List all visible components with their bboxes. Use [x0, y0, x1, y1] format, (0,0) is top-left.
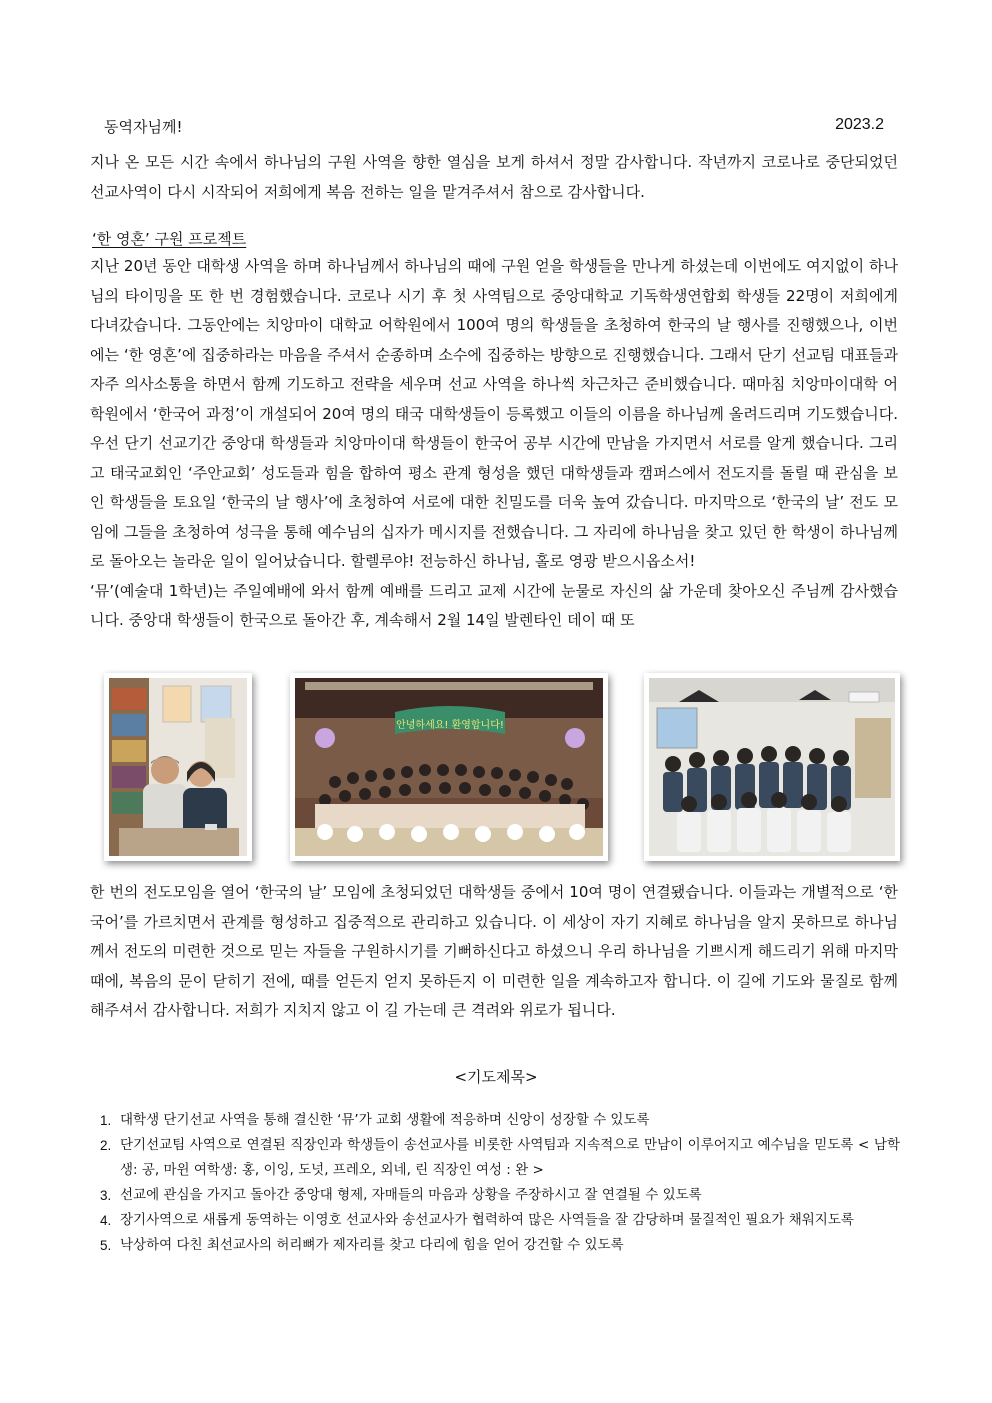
prayer-item — [100, 1233, 900, 1258]
intro-paragraph: 지나 온 모든 시간 속에서 하나님의 구원 사역을 향한 열심을 보게 하셔서 정말 감사합니다. 작년까지 코로나로 중단되었던 선교사역이 다시 시작되어 저희에게 복음 전하는 일을 맡겨주셔서 참으로 감사합니다. — [90, 153, 898, 201]
prayer-item-number: 4. — [100, 1213, 112, 1228]
story-paragraph: 지난 20년 동안 대학생 사역을 하며 하나님께서 하나님의 때에 구원 얻을 학생들을 만나게 하셨는데 이번에도 여지없이 하나님의 타이밍을 또 한 번 경험했습니다. 코로나 시기 후 첫 사역팀으로 중앙대학교 기독학생연합회 학생들 22명이 저희에게 다녀갔습니다. 그동안에는 치앙마이 대학교 어학원에서 100여 명의 학생들을 초청하여 한국의 날 행사를 진행했으나, 이번에는 ‘한 영혼’에 집중하라는 마음을 주셔서 순종하며 소수에 집중하는 방향으로 진행했습니다. 그래서 단기 선교팀 대표들과 자주 의사소통을 하면서 함께 기도하고 전략을 세우며 선교 사역을 하나씩 차근차근 준비했습니다. 때마침 치앙마이대학 어학원에서 ‘한국어 과정’이 개설되어 20여 명의 태국 대학생들이 등록했고 이들의 이름을 하나님께 올려드리며 기도했습니다. 우선 단기 선교기간 중앙대 학생들과 치앙마이대 학생들이 한국어 공부 시간에 만남을 가지면서 서로를 알게 했습니다. 그리고 태국교회인 ‘주안교회’ 성도들과 힘을 합하여 평소 관계 형성을 했던 대학생들과 캠퍼스에서 전도지를 돌릴 때 관심을 보인 학생들을 토요일 ‘한국의 날 행사’에 초청하여 서로에 대한 친밀도를 더욱 높여 갔습니다. 마지막으로 ‘한국의 날’ 전도 모임에 그들을 초청하여 성극을 통해 예수님의 십자가 메시지를 전했습니다. 그 자리에 하나님을 찾고 있던 한 학생이 하나님께로 돌아오는 놀라운 일이 일어났습니다. 할렐루야! 전능하신 하나님, 홀로 영광 받으시옵소서! — [90, 257, 898, 570]
prayer-item-text: 낙상하여 다친 최선교사의 허리뼈가 제자리를 찾고 다리에 힘을 얻어 강건할 수 있도록 — [120, 1237, 624, 1253]
prayer-item-number: 1. — [100, 1113, 112, 1128]
photo-strip — [100, 673, 900, 863]
prayer-item — [100, 1183, 900, 1208]
letter-header — [104, 116, 884, 138]
prayer-item-text: 장기사역으로 새롭게 동역하는 이영호 선교사와 송선교사가 협력하여 많은 사역들을 잘 감당하며 물질적인 필요가 채워지도록 — [120, 1212, 854, 1228]
photo-two-people-image — [109, 678, 247, 856]
prayer-item-number: 5. — [100, 1238, 112, 1253]
prayer-item — [100, 1208, 900, 1233]
photo-two-people — [104, 673, 252, 861]
prayer-item — [100, 1108, 900, 1133]
prayer-item-text: 대학생 단기선교 사역을 통해 결신한 ‘뮤’가 교회 생활에 적응하며 신앙이 성장할 수 있도록 — [120, 1112, 650, 1128]
section-title: ‘한 영혼’ 구원 프로젝트 — [92, 230, 247, 248]
prayer-list — [100, 1108, 900, 1258]
greeting: 동역자님께! — [104, 118, 183, 136]
letter-date: 2023.2 — [835, 116, 884, 133]
body-section-2: 한 번의 전도모임을 열어 ‘한국의 날’ 모임에 초청되었던 대학생들 중에서 10여 명이 연결됐습니다. 이들과는 개별적으로 ‘한국어’를 가르치면서 관계를 형성하고 집중적으로 관리하고 있습니다. 이 세상이 자기 지혜로 하나님을 알지 못하므로 하나님께서 전도의 미련한 것으로 믿는 자들을 구원하시기를 기뻐하신다고 하셨으니 우리 하나님을 기쁘시게 해드리기 위해 마지막 때에, 복음의 문이 닫히기 전에, 때를 얻든지 얻지 못하든지 이 미련한 일을 계속하고자 합니다. 이 길에 기도와 물질로 함께 해주셔서 감사합니다. 저희가 지치지 않고 이 길 가는데 큰 격려와 위로가 됩니다. — [90, 883, 898, 1019]
prayer-item-number: 2. — [100, 1138, 112, 1153]
photo-group-room-image — [649, 678, 895, 856]
mew-paragraph: ‘뮤’(예술대 1학년)는 주일예배에 와서 함께 예배를 드리고 교제 시간에 눈물로 자신의 삶 가운데 찾아오신 주님께 감사했습니다. 중앙대 학생들이 한국으로 돌아간 후, 계속해서 2월 14일 발렌타인 데이 때 또 — [90, 581, 898, 629]
prayer-item-text: 선교에 관심을 가지고 돌아간 중앙대 형제, 자매들의 마음과 상황을 주장하시고 잘 연결될 수 있도록 — [120, 1187, 702, 1203]
banner-text: 안녕하세요! 환영합니다! — [396, 720, 504, 731]
prayer-title: <기도제목> — [454, 1068, 538, 1086]
prayer-item — [100, 1133, 900, 1183]
photo-group-event — [290, 673, 608, 861]
photo-group-event-image — [295, 678, 603, 856]
prayer-item-text: 단기선교팀 사역으로 연결된 직장인과 학생들이 송선교사를 비롯한 사역팀과 지속적으로 만남이 이루어지고 예수님을 믿도록 < 남학생: 공, 마윈 여학생: 홍, 이잉, 도넛, 프레오, 외네, 린 직장인 여성 : 완 > — [120, 1137, 900, 1178]
prayer-item-number: 3. — [100, 1188, 112, 1203]
body-section-1 — [90, 252, 898, 636]
photo-group-room — [644, 673, 900, 861]
